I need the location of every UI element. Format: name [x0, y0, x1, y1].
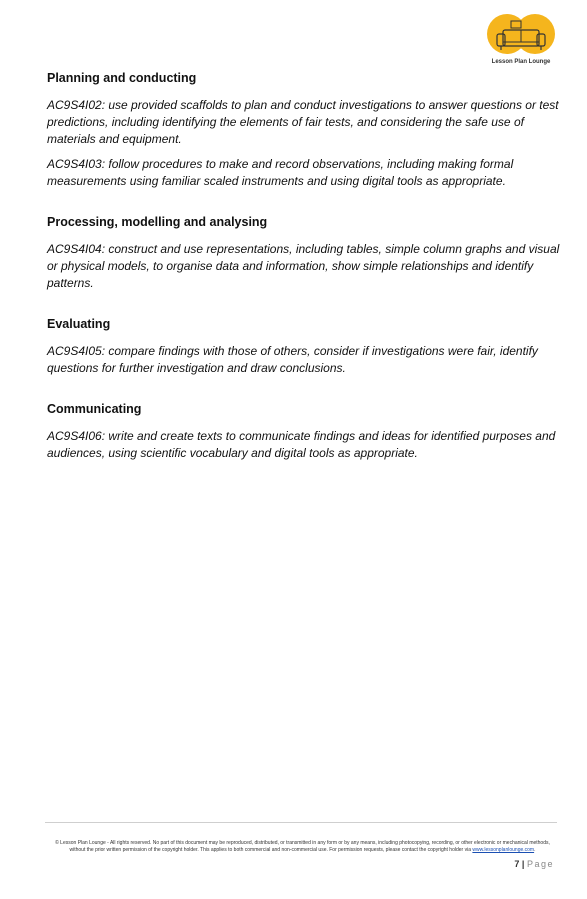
page-label: Page	[526, 859, 554, 869]
outcome-ac9s4i02: AC9S4I02: use provided scaffolds to plan and conduct investigations to answer questions or test predictions, including identifying the elements of fair tests, and considering the safe use of materials and equipment.	[47, 98, 559, 146]
section-heading: Planning and conducting	[47, 71, 197, 85]
logo-text: Lesson Plan Lounge	[491, 59, 551, 65]
page-number	[514, 859, 554, 869]
section-evaluating	[47, 316, 562, 377]
document-body	[47, 70, 562, 486]
section-processing-modelling	[47, 214, 562, 292]
outcome-ac9s4i03: AC9S4I03: follow procedures to make and record observations, including making formal measurements using familiar scaled instruments and using digital tools as appropriate.	[47, 157, 514, 188]
section-heading: Communicating	[47, 402, 142, 416]
website-link[interactable]: www.lessonplanlounge.com	[472, 847, 535, 853]
section-heading: Processing, modelling and analysing	[47, 215, 268, 229]
link-suffix: .	[534, 847, 536, 853]
sofa-icon	[485, 12, 557, 60]
copyright-notice	[50, 840, 555, 854]
lesson-plan-lounge-logo	[485, 12, 557, 70]
outcome-ac9s4i05: AC9S4I05: compare findings with those of others, consider if investigations were fair, identify questions for further investigation and draw conclusions.	[47, 344, 538, 375]
outcome-ac9s4i04: AC9S4I04: construct and use representations, including tables, simple column graphs and visual or physical models, to organise data and information, show simple relationships and identify patterns.	[47, 242, 560, 290]
footer-divider	[45, 822, 557, 823]
page-number-value: 7	[514, 859, 520, 869]
outcome-ac9s4i06: AC9S4I06: write and create texts to communicate findings and ideas for identified purposes and audiences, using scientific vocabulary and digital tools as appropriate.	[47, 429, 556, 460]
section-heading: Evaluating	[47, 317, 111, 331]
copyright-text: © Lesson Plan Lounge - All rights reserved. No part of this document may be reproduced, distributed, or transmitted in any form or by any means, including photocopying, recording, or other electronic or mechanical methods, without the prior written permission of the copyright holder. This applies to both commercial and non-commercial use. For permission requests, please contact the copyright holder via	[55, 840, 550, 853]
page-separator: |	[521, 859, 525, 869]
section-planning-conducting	[47, 70, 562, 190]
section-communicating	[47, 401, 562, 462]
